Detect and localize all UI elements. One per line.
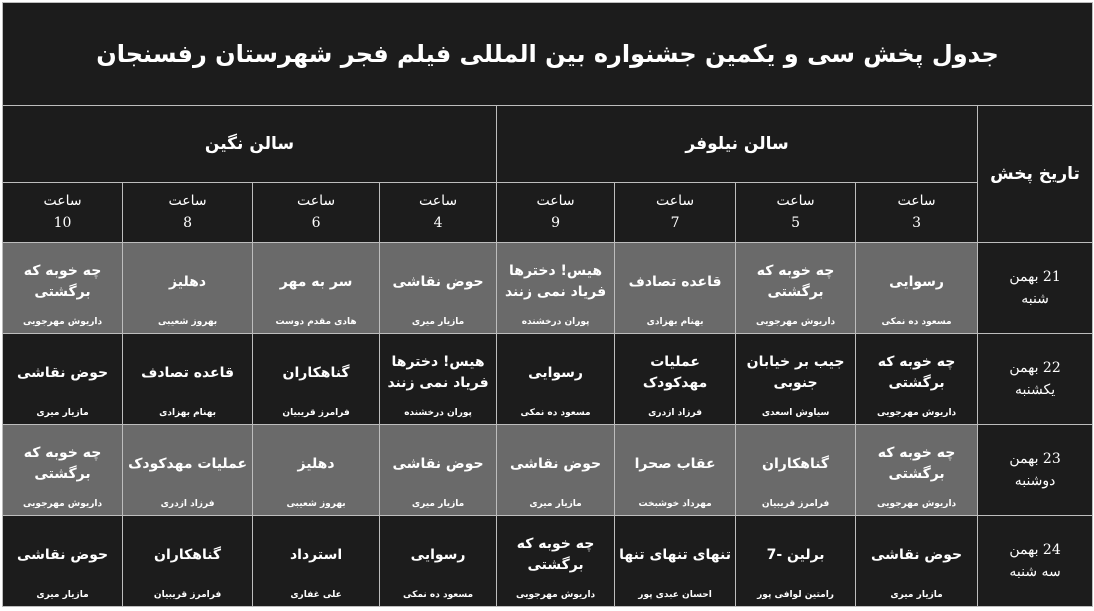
- film-cell-content: [615, 244, 735, 331]
- film-title: استرداد: [289, 546, 343, 563]
- date-cell: [978, 424, 1093, 515]
- film-title: چه خوبه که برگشتی: [756, 263, 835, 301]
- film-cell: [123, 333, 253, 424]
- film-title: جیب بر خیابان جنوبی: [746, 354, 845, 392]
- film-director: داریوش مهرجویی: [22, 499, 103, 510]
- film-cell-content: [123, 335, 252, 422]
- film-cell-content: [380, 244, 496, 331]
- date-column-header: تاریخ پخش: [978, 106, 1093, 243]
- day-row: [3, 515, 1093, 606]
- time-hour: 10: [53, 215, 72, 232]
- film-director: مازیار میری: [411, 499, 465, 510]
- film-director: داریوش مهرجویی: [755, 317, 836, 328]
- film-cell-content: [123, 244, 252, 331]
- film-director: فرامرز قریبیان: [153, 590, 222, 601]
- film-cell: [380, 424, 497, 515]
- film-title: هیس! دخترها فریاد نمی زنند: [387, 354, 489, 392]
- schedule-table: [2, 2, 1093, 607]
- film-cell: [856, 242, 978, 333]
- film-cell-content: [856, 426, 977, 513]
- film-title: عملیات مهدکودک: [128, 455, 248, 472]
- film-cell: [856, 333, 978, 424]
- film-title: عقاب صحرا: [634, 455, 716, 472]
- film-cell-content: [497, 517, 614, 604]
- time-header-cell: [497, 182, 615, 242]
- film-cell: [736, 333, 856, 424]
- time-label: ساعت: [419, 193, 458, 210]
- time-header-cell: [856, 182, 978, 242]
- film-title: گناهکاران: [154, 546, 222, 563]
- film-cell: [380, 515, 497, 606]
- film-title: برلین -7: [766, 546, 825, 563]
- film-cell: [380, 333, 497, 424]
- film-cell: [3, 515, 123, 606]
- film-director: فرامرز قریبیان: [282, 408, 350, 419]
- time-label: ساعت: [897, 193, 936, 210]
- film-cell-content: [615, 335, 735, 422]
- time-header-cell: [253, 182, 380, 242]
- film-cell-content: [615, 517, 735, 604]
- film-director: فرامرز قریبیان: [761, 499, 830, 510]
- time-hour: 4: [433, 215, 443, 232]
- film-cell: [3, 424, 123, 515]
- hall-niloufar-header: سالن نیلوفر: [497, 106, 978, 183]
- film-title: چه خوبه که برگشتی: [23, 445, 102, 483]
- film-cell: [253, 242, 380, 333]
- film-cell: [615, 424, 736, 515]
- date-cell: [978, 515, 1093, 606]
- film-cell: [497, 515, 615, 606]
- film-title: چه خوبه که برگشتی: [877, 445, 956, 483]
- film-cell-content: [856, 244, 977, 331]
- film-director: پوران درخشنده: [521, 317, 590, 328]
- film-cell-content: [253, 335, 379, 422]
- film-title: حوض نقاشی: [871, 546, 963, 563]
- film-director: رامتین لوافی پور: [757, 590, 834, 601]
- time-hour: 7: [670, 215, 680, 232]
- film-title: هیس! دخترها فریاد نمی زنند: [504, 263, 607, 301]
- time-header-cell: [380, 182, 497, 242]
- film-cell: [615, 333, 736, 424]
- weekday-value: سه شنبه: [1009, 563, 1061, 580]
- film-title: گناهکاران: [282, 364, 350, 381]
- film-director: هادی مقدم دوست: [275, 317, 357, 328]
- film-cell: [3, 242, 123, 333]
- film-title: تنهای تنهای تنها: [619, 546, 731, 563]
- film-cell: [497, 242, 615, 333]
- film-director: فرزاد ازدری: [160, 499, 215, 510]
- film-cell-content: [253, 244, 379, 331]
- film-director: داریوش مهرجویی: [22, 317, 103, 328]
- film-title: حوض نقاشی: [510, 455, 602, 472]
- film-cell-content: [856, 517, 977, 604]
- film-title: قاعده تصادف: [628, 273, 722, 290]
- time-label: ساعت: [43, 193, 82, 210]
- film-title: قاعده تصادف: [141, 364, 235, 381]
- film-cell: [736, 424, 856, 515]
- film-cell-content: [497, 335, 614, 422]
- film-title: رسوایی: [528, 364, 583, 381]
- film-director: بهروز شعیبی: [157, 317, 218, 328]
- film-cell: [253, 333, 380, 424]
- time-label: ساعت: [536, 193, 575, 210]
- film-director: مازیار میری: [890, 590, 943, 601]
- date-value: 23 بهمن: [1009, 450, 1061, 467]
- film-title: گناهکاران: [762, 455, 830, 472]
- film-cell-content: [380, 517, 496, 604]
- film-cell-content: [497, 244, 614, 331]
- film-director: سیاوش اسعدی: [761, 408, 830, 419]
- title-row: [3, 3, 1093, 106]
- film-title: سر به مهر: [279, 273, 353, 290]
- film-cell: [856, 515, 978, 606]
- film-cell-content: [736, 244, 855, 331]
- time-hour: 8: [183, 215, 193, 232]
- date-cell: [978, 333, 1093, 424]
- day-row: [3, 242, 1093, 333]
- weekday-value: دوشنبه: [1014, 472, 1056, 489]
- film-title: چه خوبه که برگشتی: [877, 354, 956, 392]
- date-value: 24 بهمن: [1009, 541, 1061, 558]
- film-cell-content: [736, 335, 855, 422]
- film-cell-content: [253, 426, 379, 513]
- film-director: علی غفاری: [290, 590, 342, 601]
- film-cell-content: [615, 426, 735, 513]
- time-header-cell: [123, 182, 253, 242]
- film-cell-content: [736, 426, 855, 513]
- film-director: بهنام بهزادی: [646, 317, 704, 328]
- film-director: داریوش مهرجویی: [515, 590, 596, 601]
- film-title: حوض نقاشی: [392, 455, 484, 472]
- film-cell-content: [736, 517, 855, 604]
- film-cell-content: [380, 426, 496, 513]
- film-director: مازیار میری: [529, 499, 582, 510]
- film-cell-content: [3, 426, 122, 513]
- film-cell-content: [3, 517, 122, 604]
- hall-row: [3, 106, 1093, 183]
- film-title: رسوایی: [410, 546, 466, 563]
- film-director: پوران درخشنده: [404, 408, 472, 419]
- time-label: ساعت: [656, 193, 695, 210]
- film-director: داریوش مهرجویی: [876, 499, 957, 510]
- film-cell: [736, 242, 856, 333]
- film-title: حوض نقاشی: [392, 273, 484, 290]
- film-cell-content: [380, 335, 496, 422]
- film-director: احسان عبدی پور: [638, 590, 712, 601]
- time-hour: 6: [311, 215, 321, 232]
- film-director: مازیار میری: [36, 408, 89, 419]
- film-cell: [736, 515, 856, 606]
- film-cell-content: [3, 244, 122, 331]
- film-cell-content: [253, 517, 379, 604]
- film-title: حوض نقاشی: [16, 364, 109, 381]
- film-cell: [856, 424, 978, 515]
- film-director: مهرداد خوشبخت: [638, 499, 712, 510]
- day-row: [3, 333, 1093, 424]
- film-cell: [123, 424, 253, 515]
- film-cell: [497, 424, 615, 515]
- film-director: بهنام بهزادی: [159, 408, 217, 419]
- film-cell: [123, 242, 253, 333]
- film-director: مازیار میری: [411, 317, 465, 328]
- time-row: [3, 182, 1093, 242]
- page-title: جدول پخش سی و یکمین جشنواره بین المللی فیلم فجر شهرستان رفسنجان: [3, 3, 1093, 106]
- film-director: مسعود ده نمکی: [403, 590, 474, 601]
- film-cell-content: [497, 426, 614, 513]
- film-title: چه خوبه که برگشتی: [23, 263, 102, 301]
- time-header-cell: [615, 182, 736, 242]
- film-cell: [3, 333, 123, 424]
- film-title: رسوایی: [889, 273, 944, 290]
- film-title: دهلیز: [297, 455, 335, 472]
- film-title: چه خوبه که برگشتی: [516, 536, 595, 574]
- time-header-cell: [736, 182, 856, 242]
- date-cell: [978, 242, 1093, 333]
- film-director: مسعود ده نمکی: [881, 317, 952, 328]
- time-hour: 3: [912, 215, 922, 232]
- film-cell: [253, 424, 380, 515]
- film-cell: [615, 242, 736, 333]
- day-row: [3, 424, 1093, 515]
- time-label: ساعت: [168, 193, 207, 210]
- film-cell-content: [856, 335, 977, 422]
- film-cell: [380, 242, 497, 333]
- film-title: حوض نقاشی: [16, 546, 109, 563]
- time-hour: 9: [551, 215, 561, 232]
- film-director: مازیار میری: [36, 590, 89, 601]
- weekday-value: شنبه: [1021, 290, 1049, 307]
- weekday-value: یکشنبه: [1015, 381, 1056, 398]
- film-cell-content: [123, 517, 252, 604]
- film-title: عملیات مهدکودک: [642, 354, 708, 392]
- film-cell: [497, 333, 615, 424]
- film-director: مسعود ده نمکی: [520, 408, 591, 419]
- film-cell: [123, 515, 253, 606]
- film-cell-content: [123, 426, 252, 513]
- film-cell-content: [3, 335, 122, 422]
- hall-negin-header: سالن نگین: [3, 106, 497, 183]
- time-label: ساعت: [297, 193, 336, 210]
- date-value: 22 بهمن: [1009, 359, 1061, 376]
- time-header-cell: [3, 182, 123, 242]
- date-value: 21 بهمن: [1009, 268, 1061, 285]
- film-director: بهروز شعیبی: [286, 499, 346, 510]
- film-cell: [253, 515, 380, 606]
- film-cell: [615, 515, 736, 606]
- time-hour: 5: [791, 215, 801, 232]
- film-director: داریوش مهرجویی: [876, 408, 957, 419]
- film-title: دهلیز: [169, 273, 207, 290]
- time-label: ساعت: [776, 193, 815, 210]
- film-director: فرزاد ازدری: [648, 408, 702, 419]
